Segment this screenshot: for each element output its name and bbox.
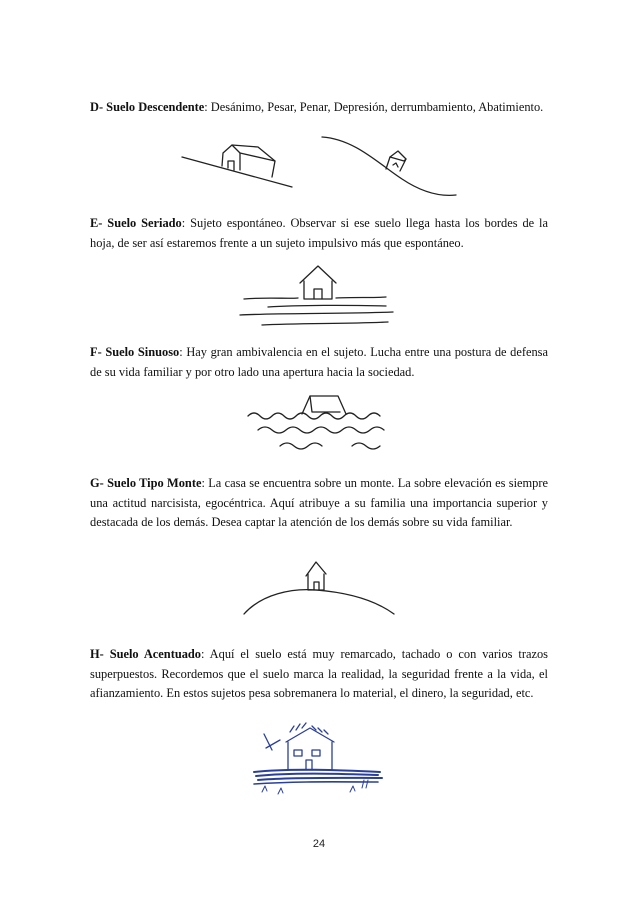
section-f-text: : Hay gran ambivalencia en el sujeto. Lucha entre una postura de defensa de su vida familiar y por otro lado una apertura hacia la sociedad. <box>90 345 549 379</box>
section-d-paragraph <box>90 98 548 118</box>
section-f-term: F- Suelo Sinuoso <box>90 345 180 359</box>
descending-ground-drawing <box>180 135 470 205</box>
section-g-text: : La casa se encuentra sobre un monte. La sobre elevación es siempre una actitud narcisista, egocéntrica. Aquí atribuye a su familia una importancia superior y destacada de los demás. Desea captar la atención de los demás sobre su vida familiar. <box>90 476 548 529</box>
sinuous-ground-drawing <box>240 390 410 460</box>
section-h-term: H- Suelo Acentuado <box>90 647 201 661</box>
serial-ground-drawing <box>238 262 398 330</box>
page-number: 24 <box>312 838 326 850</box>
section-d-text: : Desánimo, Pesar, Penar, Depresión, derrumbamiento, Abatimiento. <box>204 100 544 114</box>
section-g-term: G- Suelo Tipo Monte <box>90 476 202 490</box>
section-f-paragraph <box>90 343 548 382</box>
section-e-term: E- Suelo Seriado <box>90 216 182 230</box>
section-h-paragraph <box>90 645 548 704</box>
section-g-paragraph <box>90 474 548 533</box>
section-e-text: : Sujeto espontáneo. Observar si ese suelo llega hasta los bordes de la hoja, de ser así estaremos frente a un sujeto impulsivo más que espontáneo. <box>90 216 548 250</box>
section-e-paragraph <box>90 214 548 253</box>
section-h-text: : Aquí el suelo está muy remarcado, tachado o con varios trazos superpuestos. Recordemos que el suelo marca la realidad, la seguridad frente a la vida, el afianzamiento. En estos sujetos pesa sobremanera lo material, el dinero, la seguridad, etc. <box>90 647 548 700</box>
mountain-ground-drawing <box>242 556 402 618</box>
accentuated-ground-drawing <box>250 720 390 800</box>
section-d-term: D- Suelo Descendente <box>90 100 205 114</box>
